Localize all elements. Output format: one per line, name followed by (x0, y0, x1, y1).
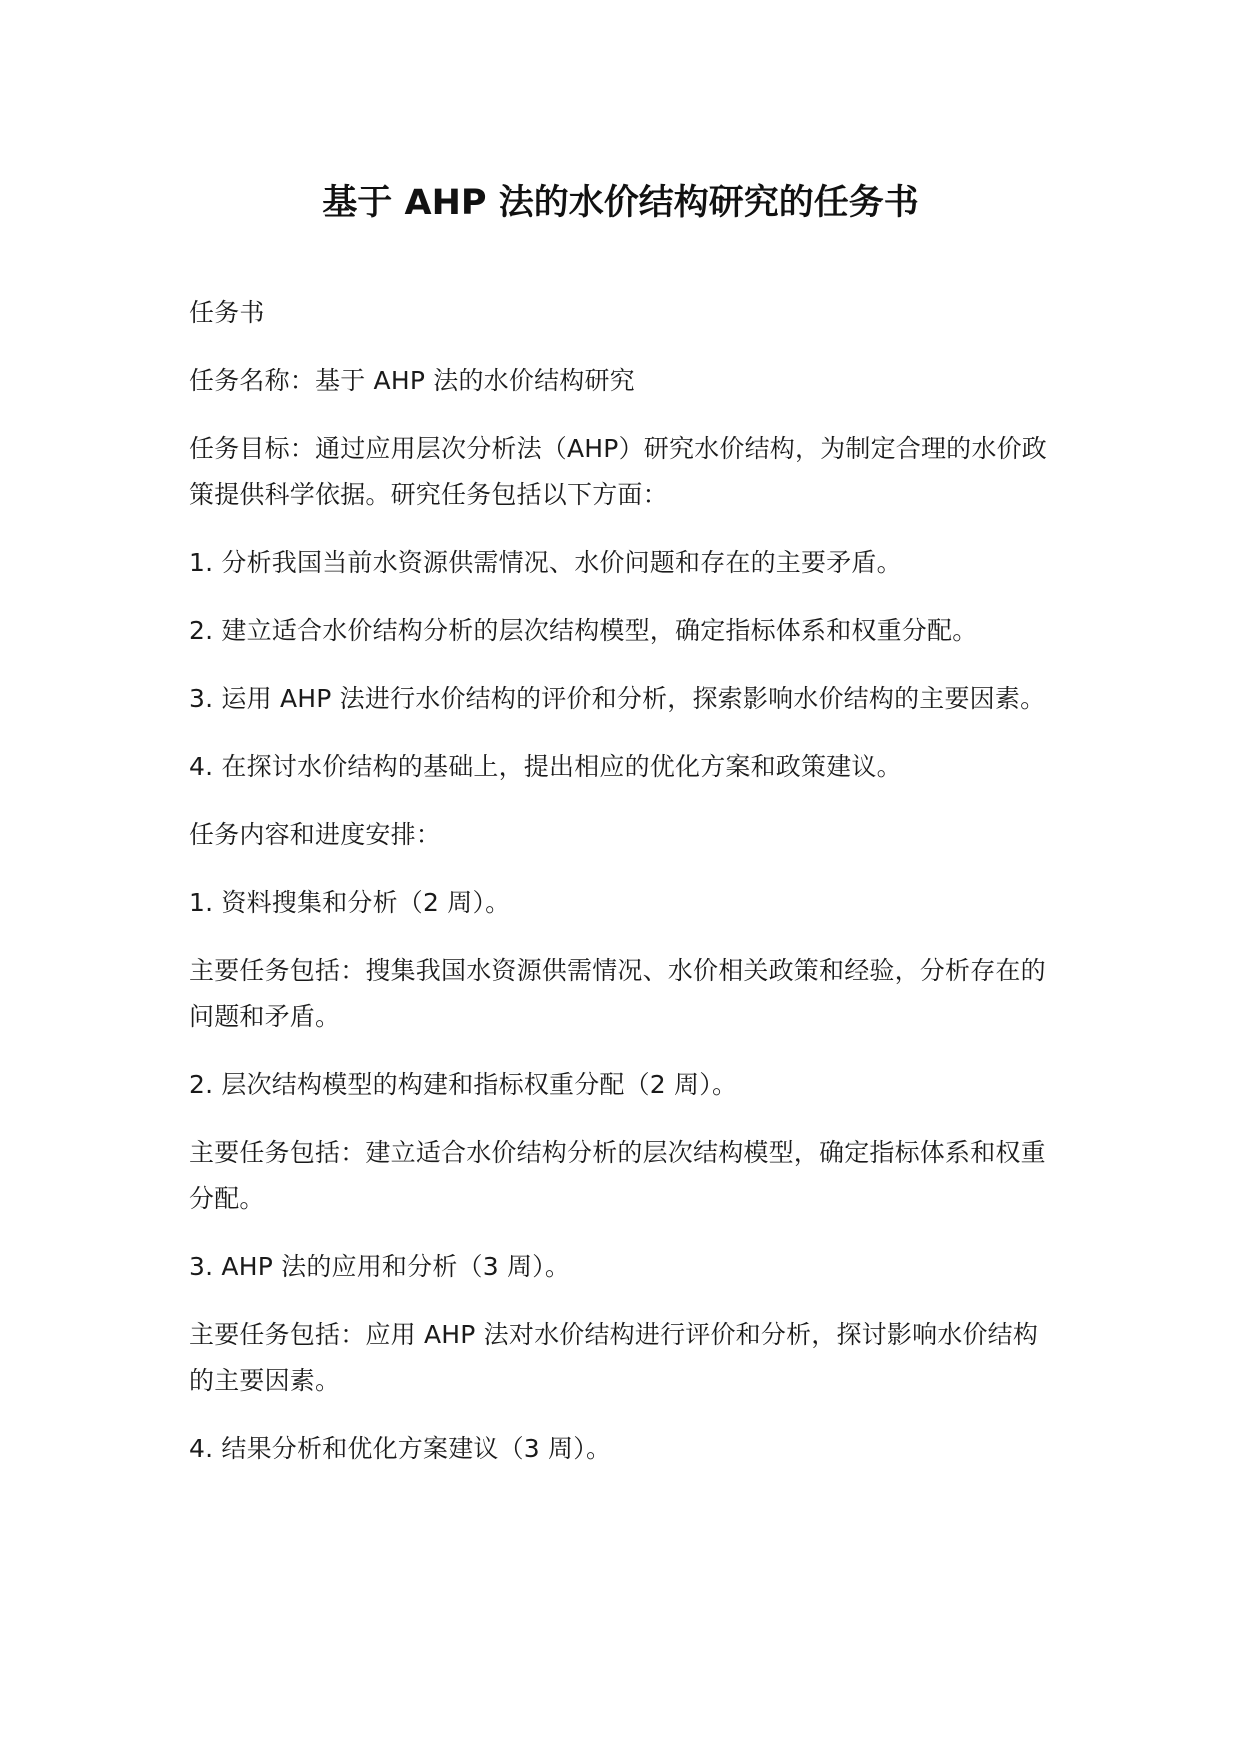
schedule-heading: 任务内容和进度安排： (189, 820, 442, 849)
schedule-item-2: 2. 层次结构模型的构建和指标权重分配（2 周）。 (189, 1070, 738, 1099)
document-body (189, 290, 1059, 1494)
schedule-item-2-detail: 主要任务包括：建立适合水价结构分析的层次结构模型，确定指标体系和权重分配。 (189, 1138, 1046, 1213)
schedule-item-1-detail: 主要任务包括：搜集我国水资源供需情况、水价相关政策和经验，分析存在的问题和矛盾。 (189, 956, 1046, 1031)
schedule-item-1: 1. 资料搜集和分析（2 周）。 (189, 888, 511, 917)
objective-item-1: 1. 分析我国当前水资源供需情况、水价问题和存在的主要矛盾。 (189, 548, 902, 577)
objective-item-3: 3. 运用 AHP 法进行水价结构的评价和分析，探索影响水价结构的主要因素。 (189, 684, 1046, 713)
schedule-item-4: 4. 结果分析和优化方案建议（3 周）。 (189, 1434, 612, 1463)
task-objective: 任务目标：通过应用层次分析法（AHP）研究水价结构，为制定合理的水价政策提供科学依据。研究任务包括以下方面： (189, 434, 1047, 509)
objective-item-4: 4. 在探讨水价结构的基础上，提出相应的优化方案和政策建议。 (189, 752, 902, 781)
section-label-task-book: 任务书 (189, 298, 265, 327)
document-title: 基于 AHP 法的水价结构研究的任务书 (322, 183, 919, 223)
schedule-item-3-detail: 主要任务包括：应用 AHP 法对水价结构进行评价和分析，探讨影响水价结构的主要因素。 (189, 1320, 1039, 1395)
schedule-item-3: 3. AHP 法的应用和分析（3 周）。 (189, 1252, 571, 1281)
task-name: 任务名称：基于 AHP 法的水价结构研究 (189, 366, 635, 395)
objective-item-2: 2. 建立适合水价结构分析的层次结构模型，确定指标体系和权重分配。 (189, 616, 978, 645)
